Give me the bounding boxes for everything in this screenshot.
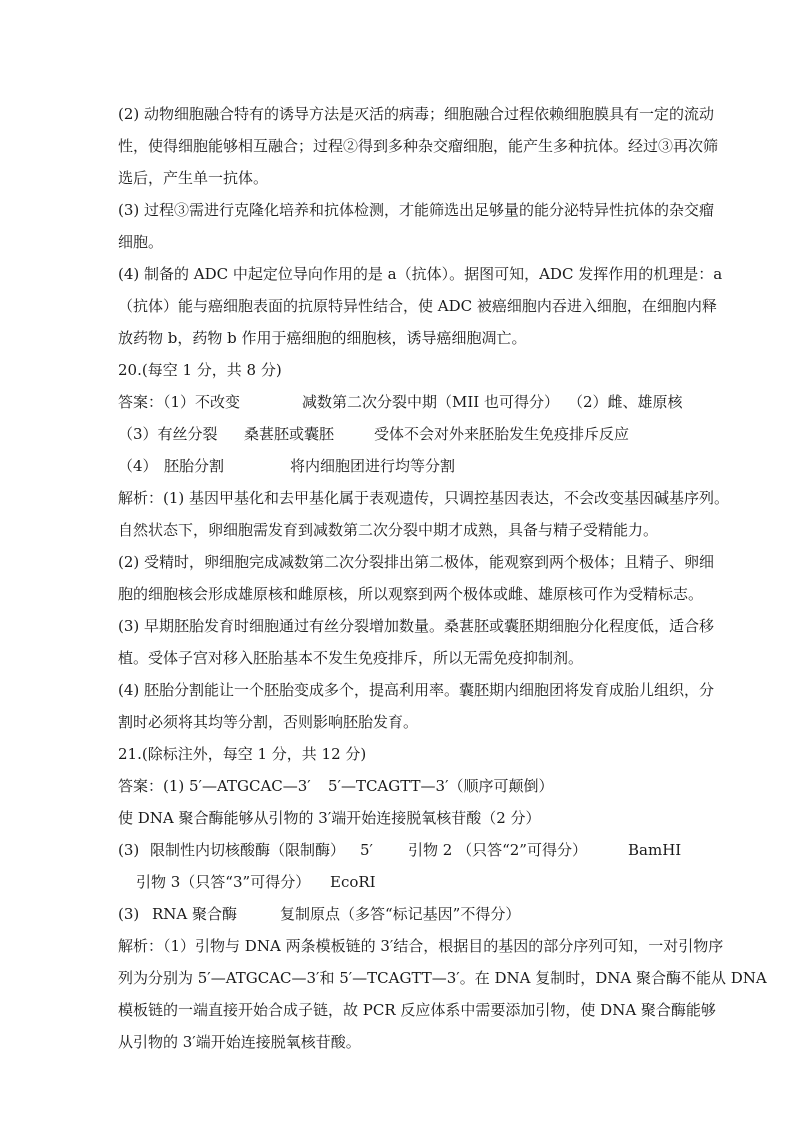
text-line: (2) 受精时，卵细胞完成减数第二次分裂排出第二极体，能观察到两个极体；且精子、卵细 (118, 553, 715, 571)
answer-20-row-3 (118, 456, 718, 476)
answer-20-item: 减数第二次分裂中期（MII 也可得分） (302, 393, 559, 411)
text-line: 选后，产生单一抗体。 (118, 169, 269, 187)
answer-21-item: 引物 3（只答“3”可得分） (136, 873, 311, 891)
text-line: (2) 动物细胞融合特有的诱导方法是灭活的病毒；细胞融合过程依赖细胞膜具有一定的流动 (118, 105, 715, 123)
answer-21-item: (3) (118, 905, 140, 923)
answer-21-item: 引物 2 （只答“2”可得分） (408, 841, 587, 859)
text-line: 解析：（1）引物与 DNA 两条模板链的 3′结合，根据目的基因的部分序列可知，一对引物序 (118, 937, 724, 955)
text-line: 自然状态下，卵细胞需发育到减数第二次分裂中期才成熟，具备与精子受精能力。 (118, 521, 659, 539)
answer-21-item: EcoRI (330, 873, 376, 891)
answer-21-row-5 (118, 904, 718, 924)
text-line: 解析：(1) 基因甲基化和去甲基化属于表观遗传，只调控基因表达，不会改变基因碱基序列。 (118, 489, 730, 507)
answer-21-item: (3) (118, 841, 140, 859)
answer-21-item: 5′—TCAGTT—3′（顺序可颠倒） (328, 777, 554, 795)
text-line: 性，使得细胞能够相互融合；过程②得到多种杂交瘤细胞，能产生多种抗体。经过③再次筛 (118, 137, 719, 155)
answer-21-item: RNA 聚合酶 (152, 905, 238, 923)
text-line: (4) 胚胎分割能让一个胚胎变成多个，提高利用率。囊胚期内细胞团将发育成胎儿组织，分 (118, 681, 715, 699)
text-line: 从引物的 3′端开始连接脱氧核苷酸。 (118, 1033, 361, 1051)
question-21-heading: 21.(除标注外，每空 1 分，共 12 分) (118, 745, 367, 763)
answer-20-item: 桑葚胚或囊胚 (244, 425, 335, 443)
text-line: (4) 制备的 ADC 中起定位导向作用的是 a（抗体）。据图可知，ADC 发挥作用的机理是：a (118, 265, 723, 283)
text-line: 放药物 b，药物 b 作用于癌细胞的细胞核，诱导癌细胞凋亡。 (118, 329, 527, 347)
text-line: 割时必须将其均等分割，否则影响胚胎发育。 (118, 713, 419, 731)
answer-21-row-2: 使 DNA 聚合酶能够从引物的 3′端开始连接脱氧核苷酸（2 分） (118, 809, 541, 827)
answer-20-item: （2）雌、雄原核 (568, 393, 683, 411)
answer-21-item: 限制性内切核酸酶（限制酶） (150, 841, 346, 859)
answer-20-row-2 (118, 424, 718, 444)
answer-20-item: （3）有丝分裂 (118, 425, 218, 443)
text-line: 列为分别为 5′—ATGCAC—3′和 5′—TCAGTT—3′。在 DNA 复制时，DNA 聚合酶不能从 DNA (118, 969, 767, 987)
answer-21-item: 复制原点（多答“标记基因”不得分） (280, 905, 521, 923)
answer-21-item: 5′ (360, 841, 373, 859)
answer-21-item: 答案：(1) 5′—ATGCAC—3′ (118, 777, 311, 795)
text-line: 胞的细胞核会形成雄原核和雌原核，所以观察到两个极体或雌、雄原核可作为受精标志。 (118, 585, 704, 603)
text-line: 模板链的一端直接开始合成子链，故 PCR 反应体系中需要添加引物，使 DNA 聚合酶能够 (118, 1001, 716, 1019)
answer-20-item: （4） (118, 457, 158, 475)
answer-21-row-3 (118, 840, 718, 860)
answer-20-item: 答案：（1）不改变 (118, 393, 241, 411)
text-line: （抗体）能与癌细胞表面的抗原特异性结合，使 ADC 被癌细胞内吞进入细胞，在细胞内释 (118, 297, 717, 315)
text-line: 细胞。 (118, 233, 164, 251)
text-line: 植。受体子宫对移入胚胎基本不发生免疫排斥，所以无需免疫抑制剂。 (118, 649, 584, 667)
answer-21-row-4 (136, 872, 696, 892)
text-line: (3) 过程③需进行克隆化培养和抗体检测，才能筛选出足够量的能分泌特异性抗体的杂交瘤 (118, 201, 715, 219)
answer-21-row-1 (118, 776, 718, 796)
answer-20-item: 胚胎分割 (164, 457, 225, 475)
answer-20-row-1 (118, 392, 718, 412)
question-20-heading: 20.(每空 1 分，共 8 分) (118, 361, 282, 379)
answer-21-item: BamHI (628, 841, 682, 859)
answer-20-item: 受体不会对外来胚胎发生免疫排斥反应 (374, 425, 630, 443)
text-line: (3) 早期胚胎发育时细胞通过有丝分裂增加数量。桑葚胚或囊胚期细胞分化程度低，适合移 (118, 617, 715, 635)
answer-20-item: 将内细胞团进行均等分割 (290, 457, 456, 475)
